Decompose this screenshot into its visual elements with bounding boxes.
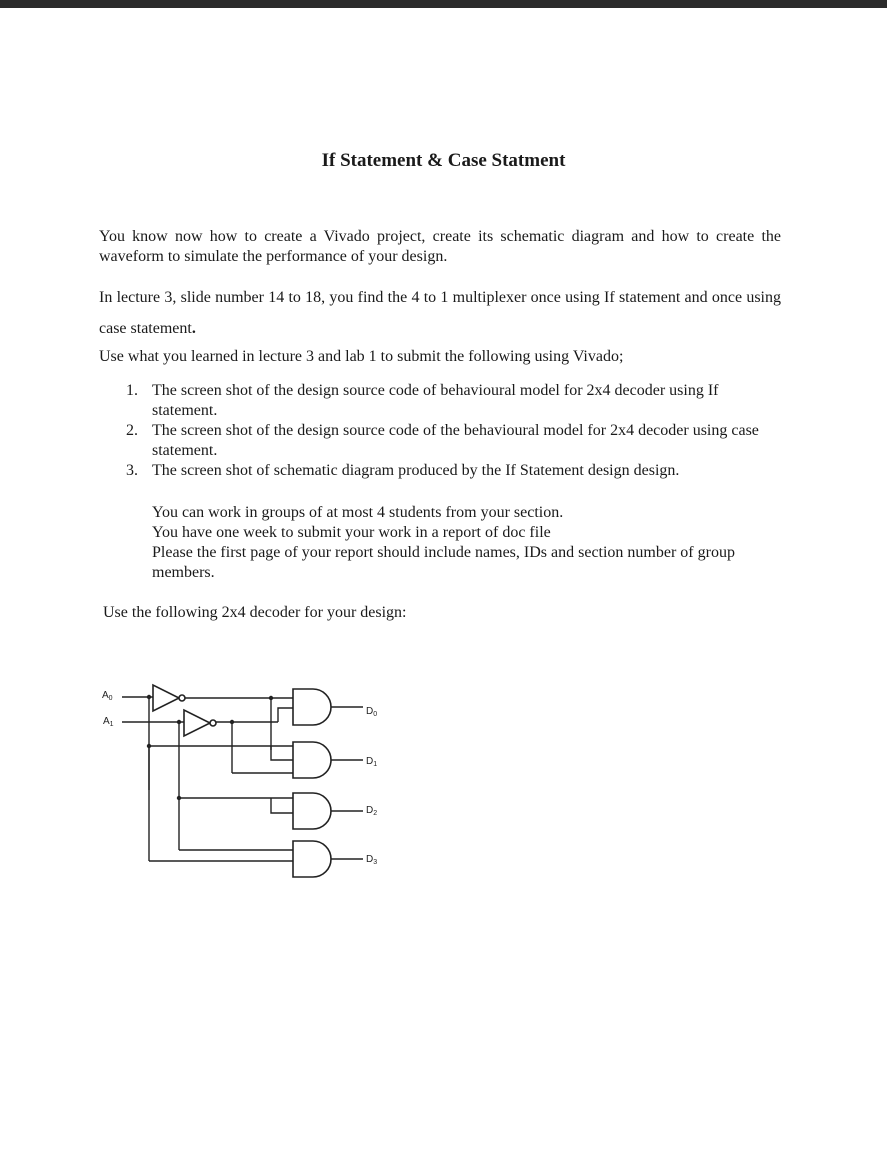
task-item bbox=[99, 461, 781, 481]
top-bar bbox=[0, 0, 887, 8]
inverter-a0-bubble bbox=[179, 695, 185, 701]
task-text: The screen shot of the design source code of behavioural model for 2x4 decoder using If statement. bbox=[152, 382, 719, 419]
document-title: If Statement & Case Statment bbox=[321, 150, 566, 171]
task-number: 1. bbox=[126, 382, 138, 399]
input-label-a0: $A_0$ bbox=[102, 690, 113, 702]
and-gate-d3 bbox=[293, 841, 331, 877]
and-gate-d1 bbox=[293, 742, 331, 778]
junction-dot bbox=[147, 695, 151, 699]
junction-dot bbox=[269, 696, 273, 700]
task-list bbox=[99, 381, 781, 481]
decoder-circuit-diagram bbox=[95, 675, 395, 890]
inverter-a0 bbox=[153, 685, 179, 711]
task-text: The screen shot of schematic diagram produced by the If Statement design design. bbox=[152, 462, 680, 479]
a1-true-branch bbox=[271, 798, 293, 813]
task-number: 2. bbox=[126, 422, 138, 439]
junction-dot bbox=[230, 720, 234, 724]
output-label-d0: $D_0$ bbox=[366, 706, 378, 718]
and-gate-d0 bbox=[293, 689, 331, 725]
lecture-paragraph-period: . bbox=[191, 320, 196, 337]
task-item bbox=[99, 421, 781, 461]
input-label-a1: $A_1$ bbox=[103, 716, 114, 728]
output-label-d1: $D_1$ bbox=[366, 756, 378, 768]
junction-dot bbox=[147, 744, 151, 748]
junction-dot bbox=[177, 720, 181, 724]
output-label-d3: $D_3$ bbox=[366, 854, 378, 866]
output-wires bbox=[331, 707, 363, 859]
lecture-paragraph bbox=[99, 282, 781, 344]
inverter-a1 bbox=[184, 710, 210, 736]
output-label-d2: $D_2$ bbox=[366, 805, 378, 817]
inverter-a1-bubble bbox=[210, 720, 216, 726]
instructions-paragraph: Use what you learned in lecture 3 and lab 1 to submit the following using Vivado; bbox=[99, 348, 624, 365]
and-gate-d2 bbox=[293, 793, 331, 829]
note-line: You can work in groups of at most 4 students from your section. bbox=[152, 504, 564, 521]
task-number: 3. bbox=[126, 462, 138, 479]
note-line: Please the first page of your report should include names, IDs and section number of group members. bbox=[152, 544, 735, 581]
intro-paragraph: You know now how to create a Vivado project, create its schematic diagram and how to create the waveform to simulate the performance of your design. bbox=[99, 228, 781, 265]
lecture-paragraph-text: In lecture 3, slide number 14 to 18, you find the 4 to 1 multiplexer once using If statement and once using case statement bbox=[99, 289, 781, 337]
task-item bbox=[99, 381, 781, 421]
notes-block bbox=[152, 503, 782, 583]
a0-true-branch bbox=[271, 746, 293, 760]
a1-true-run bbox=[179, 798, 293, 850]
junction-dot bbox=[177, 796, 181, 800]
a1-not-branch bbox=[232, 708, 293, 773]
task-text: The screen shot of the design source code of the behavioural model for 2x4 decoder using case statement. bbox=[152, 422, 759, 459]
decoder-caption: Use the following 2x4 decoder for your design: bbox=[103, 604, 407, 621]
note-line: You have one week to submit your work in a report of doc file bbox=[152, 524, 551, 541]
